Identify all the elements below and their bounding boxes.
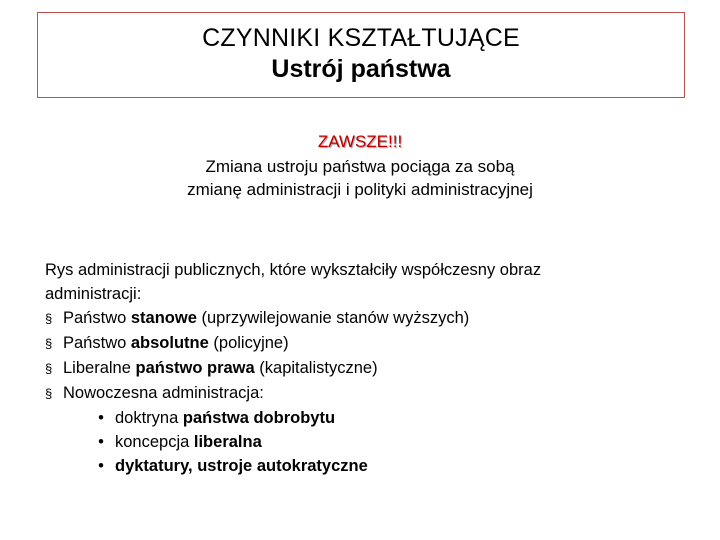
round-bullet-icon: •: [98, 433, 104, 451]
item-text-bold: absolutne: [130, 334, 209, 352]
round-bullet-icon: •: [98, 409, 104, 427]
list-item: [45, 331, 685, 356]
subitem-text-bold: liberalna: [193, 433, 262, 451]
list-item: [45, 306, 685, 331]
sub-list-item: [45, 454, 685, 478]
emphasis-line-2: zmianę administracji i polityki administracyjnej: [187, 180, 533, 199]
emphasis-line-1: Zmiana ustroju państwa pociąga za sobą: [205, 157, 515, 176]
item-text-pre: Państwo: [63, 334, 131, 352]
round-bullet-icon: •: [98, 457, 104, 475]
subitem-text-bold: dyktatury, ustroje autokratyczne: [115, 457, 368, 475]
emphasis-headline: ZAWSZE!!!: [317, 132, 403, 151]
list-item: [45, 356, 685, 381]
square-bullet-icon: §: [45, 361, 53, 376]
item-text-post: (policyjne): [208, 334, 289, 352]
item-text-post: (uprzywilejowanie stanów wyższych): [196, 309, 470, 327]
title-line-2: Ustrój państwa: [271, 55, 451, 83]
title-box: [37, 12, 685, 98]
square-bullet-icon: §: [45, 336, 53, 351]
subitem-text-pre: koncepcja: [115, 433, 194, 451]
square-bullet-icon: §: [45, 311, 53, 326]
item-text-bold: państwo prawa: [135, 359, 255, 377]
intro-line-2: administracji:: [45, 285, 142, 303]
list-item: [45, 381, 685, 406]
emphasis-block: [0, 132, 720, 201]
sub-list-item: [45, 430, 685, 454]
item-text-pre: Liberalne: [63, 359, 136, 377]
intro-line-1: Rys administracji publicznych, które wykształciły współczesny obraz: [45, 261, 542, 279]
item-text-bold: stanowe: [130, 309, 197, 327]
main-text: [45, 258, 685, 478]
title-line-1: CZYNNIKI KSZTAŁTUJĄCE: [202, 24, 520, 52]
sub-list-item: [45, 406, 685, 430]
item-text-post: (kapitalistyczne): [254, 359, 378, 377]
square-bullet-icon: §: [45, 386, 53, 401]
subitem-text-pre: doktryna: [115, 409, 183, 427]
item-text-pre: Państwo: [63, 309, 131, 327]
subitem-text-bold: państwa dobrobytu: [182, 409, 336, 427]
item-text-pre: Nowoczesna administracja:: [63, 384, 264, 402]
